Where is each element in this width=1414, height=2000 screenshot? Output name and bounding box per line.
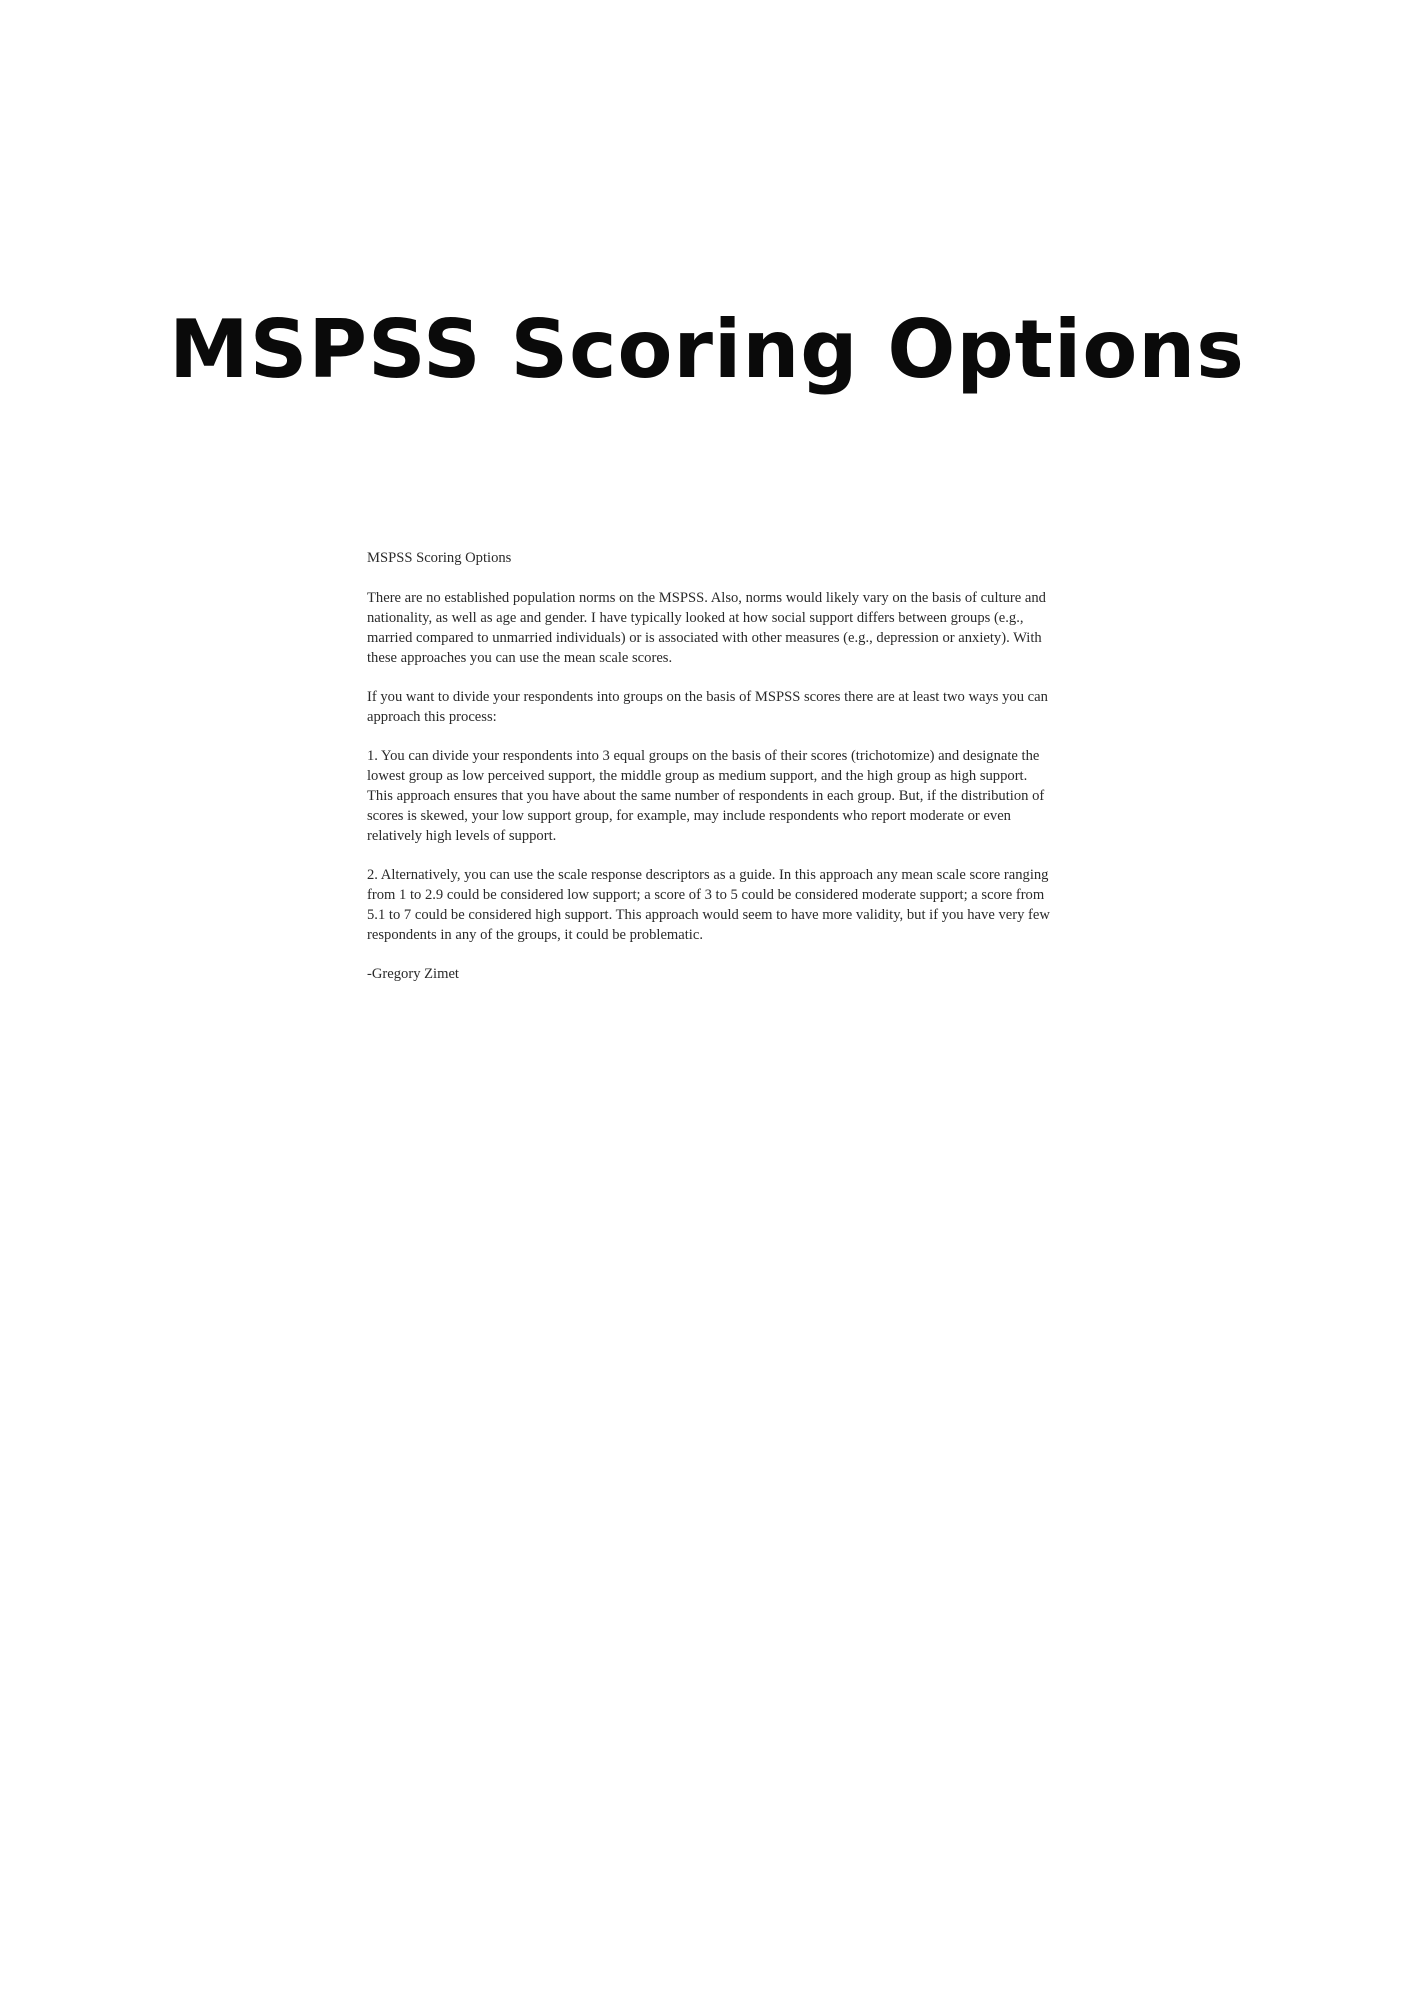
paragraph-option-1: 1. You can divide your respondents into 3 equal groups on the basis of their scores (trichotomize) and designate the lowest group as low perceived support, the middle group as medium support, and the high group as high support. This approach ensures that you have about the same number of respondents in each group. But, if the distribution of scores is skewed, your low support group, for example, may include respondents who report moderate or even relatively high levels of support. [367, 748, 1045, 844]
paragraph-norms: There are no established population norms on the MSPSS. Also, norms would likely vary on the basis of culture and nationality, as well as age and gender. I have typically looked at how social support differs between groups (e.g., married compared to unmarried individuals) or is associated with other measures (e.g., depression or anxiety). With these approaches you can use the mean scale scores. [367, 590, 1046, 666]
author-signature: -Gregory Zimet [367, 966, 459, 982]
paragraph-option-2: 2. Alternatively, you can use the scale response descriptors as a guide. In this approach any mean scale score ranging from 1 to 2.9 could be considered low support; a score of 3 to 5 could be considered moderate support; a score from 5.1 to 7 could be considered high support. This approach would seem to have more validity, but if you have very few respondents in any of the groups, it could be problematic. [367, 867, 1050, 943]
page-title: MSPSS Scoring Options [169, 303, 1245, 396]
scanned-document-title: MSPSS Scoring Options [367, 550, 512, 566]
scanned-document [367, 548, 1053, 984]
paragraph-grouping-intro: If you want to divide your respondents into groups on the basis of MSPSS scores there are at least two ways you can approach this process: [367, 689, 1048, 725]
